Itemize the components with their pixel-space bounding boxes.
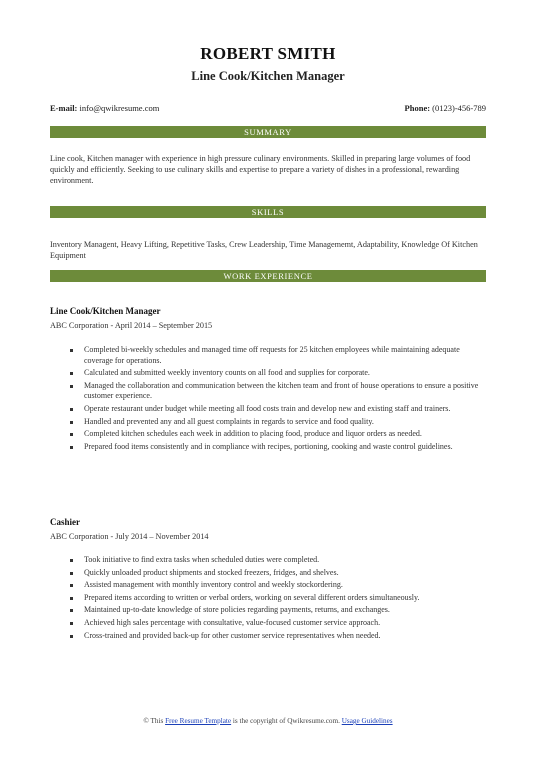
list-item: Operate restaurant under budget while meeting all food costs train and develop new and existing staff and trainers. <box>70 404 480 415</box>
list-item: Achieved high sales percentage with consultative, value-focused customer service approach. <box>70 618 480 629</box>
email-block <box>50 103 159 113</box>
job-bullet-list <box>70 555 480 643</box>
footer-copyright-text: is the copyright of Qwikresume.com. <box>232 717 340 725</box>
list-item: Quickly unloaded product shipments and stocked freezers, fridges, and shelves. <box>70 568 480 579</box>
job-title: Cashier <box>50 517 80 527</box>
skills-section-header: SKILLS <box>50 206 486 218</box>
footer <box>0 717 536 725</box>
job-bullet-list <box>70 345 480 454</box>
email-value[interactable]: info@qwikresume.com <box>79 103 160 113</box>
list-item: Assisted management with monthly inventory control and weekly stockordering. <box>70 580 480 591</box>
list-item: Completed kitchen schedules each week in addition to placing food, produce and liquor orders as needed. <box>70 429 480 440</box>
phone-value: (0123)-456-789 <box>432 103 486 113</box>
list-item: Handled and prevented any and all guest complaints in regards to service and food quality. <box>70 417 480 428</box>
job-company-dates: ABC Corporation - April 2014 – September 2015 <box>50 321 213 330</box>
experience-section-header: WORK EXPERIENCE <box>50 270 486 282</box>
contact-line <box>50 103 486 113</box>
list-item: Completed bi-weekly schedules and managed time off requests for 25 kitchen employees while maintaining adequate coverage for operations. <box>70 345 480 366</box>
footer-prefix: © This <box>143 717 164 725</box>
summary-text: Line cook, Kitchen manager with experience in high pressure culinary environments. Skilled in preparing large volumes of food quickly and efficiently. Seeking to use culinary skills and expertise to prepare a variety of dishes in a professional, rewarding environment. <box>50 154 471 186</box>
list-item: Prepared items according to written or verbal orders, working on several different orders simultaneously. <box>70 593 480 604</box>
summary-section-header: SUMMARY <box>50 126 486 138</box>
skills-text: Inventory Managent, Heavy Lifting, Repetitive Tasks, Crew Leadership, Time Managememt, Adaptability, Knowledge Of Kitchen Equipment <box>50 240 478 261</box>
free-resume-template-link[interactable]: Free Resume Template <box>165 717 232 725</box>
list-item: Managed the collaboration and communication between the kitchen team and front of house operations to ensure a positive customer experience. <box>70 381 480 402</box>
candidate-name: ROBERT SMITH <box>200 44 336 63</box>
job-title: Line Cook/Kitchen Manager <box>50 306 161 316</box>
list-item: Maintained up-to-date knowledge of store policies regarding payments, returns, and exchanges. <box>70 605 480 616</box>
list-item: Calculated and submitted weekly inventory counts on all food and supplies for corporate. <box>70 368 480 379</box>
list-item: Took initiative to find extra tasks when scheduled duties were completed. <box>70 555 480 566</box>
list-item: Cross-trained and provided back-up for other customer service representatives when needed. <box>70 631 480 642</box>
phone-block <box>405 103 486 113</box>
email-label: E-mail: <box>50 103 78 113</box>
list-item: Prepared food items consistently and in compliance with recipes, portioning, cooking and waste control guidelines. <box>70 442 480 453</box>
usage-guidelines-link[interactable]: Usage Guidelines <box>341 717 393 725</box>
job-company-dates: ABC Corporation - July 2014 – November 2014 <box>50 532 209 541</box>
phone-label: Phone: <box>404 103 431 113</box>
candidate-title: Line Cook/Kitchen Manager <box>191 69 345 83</box>
